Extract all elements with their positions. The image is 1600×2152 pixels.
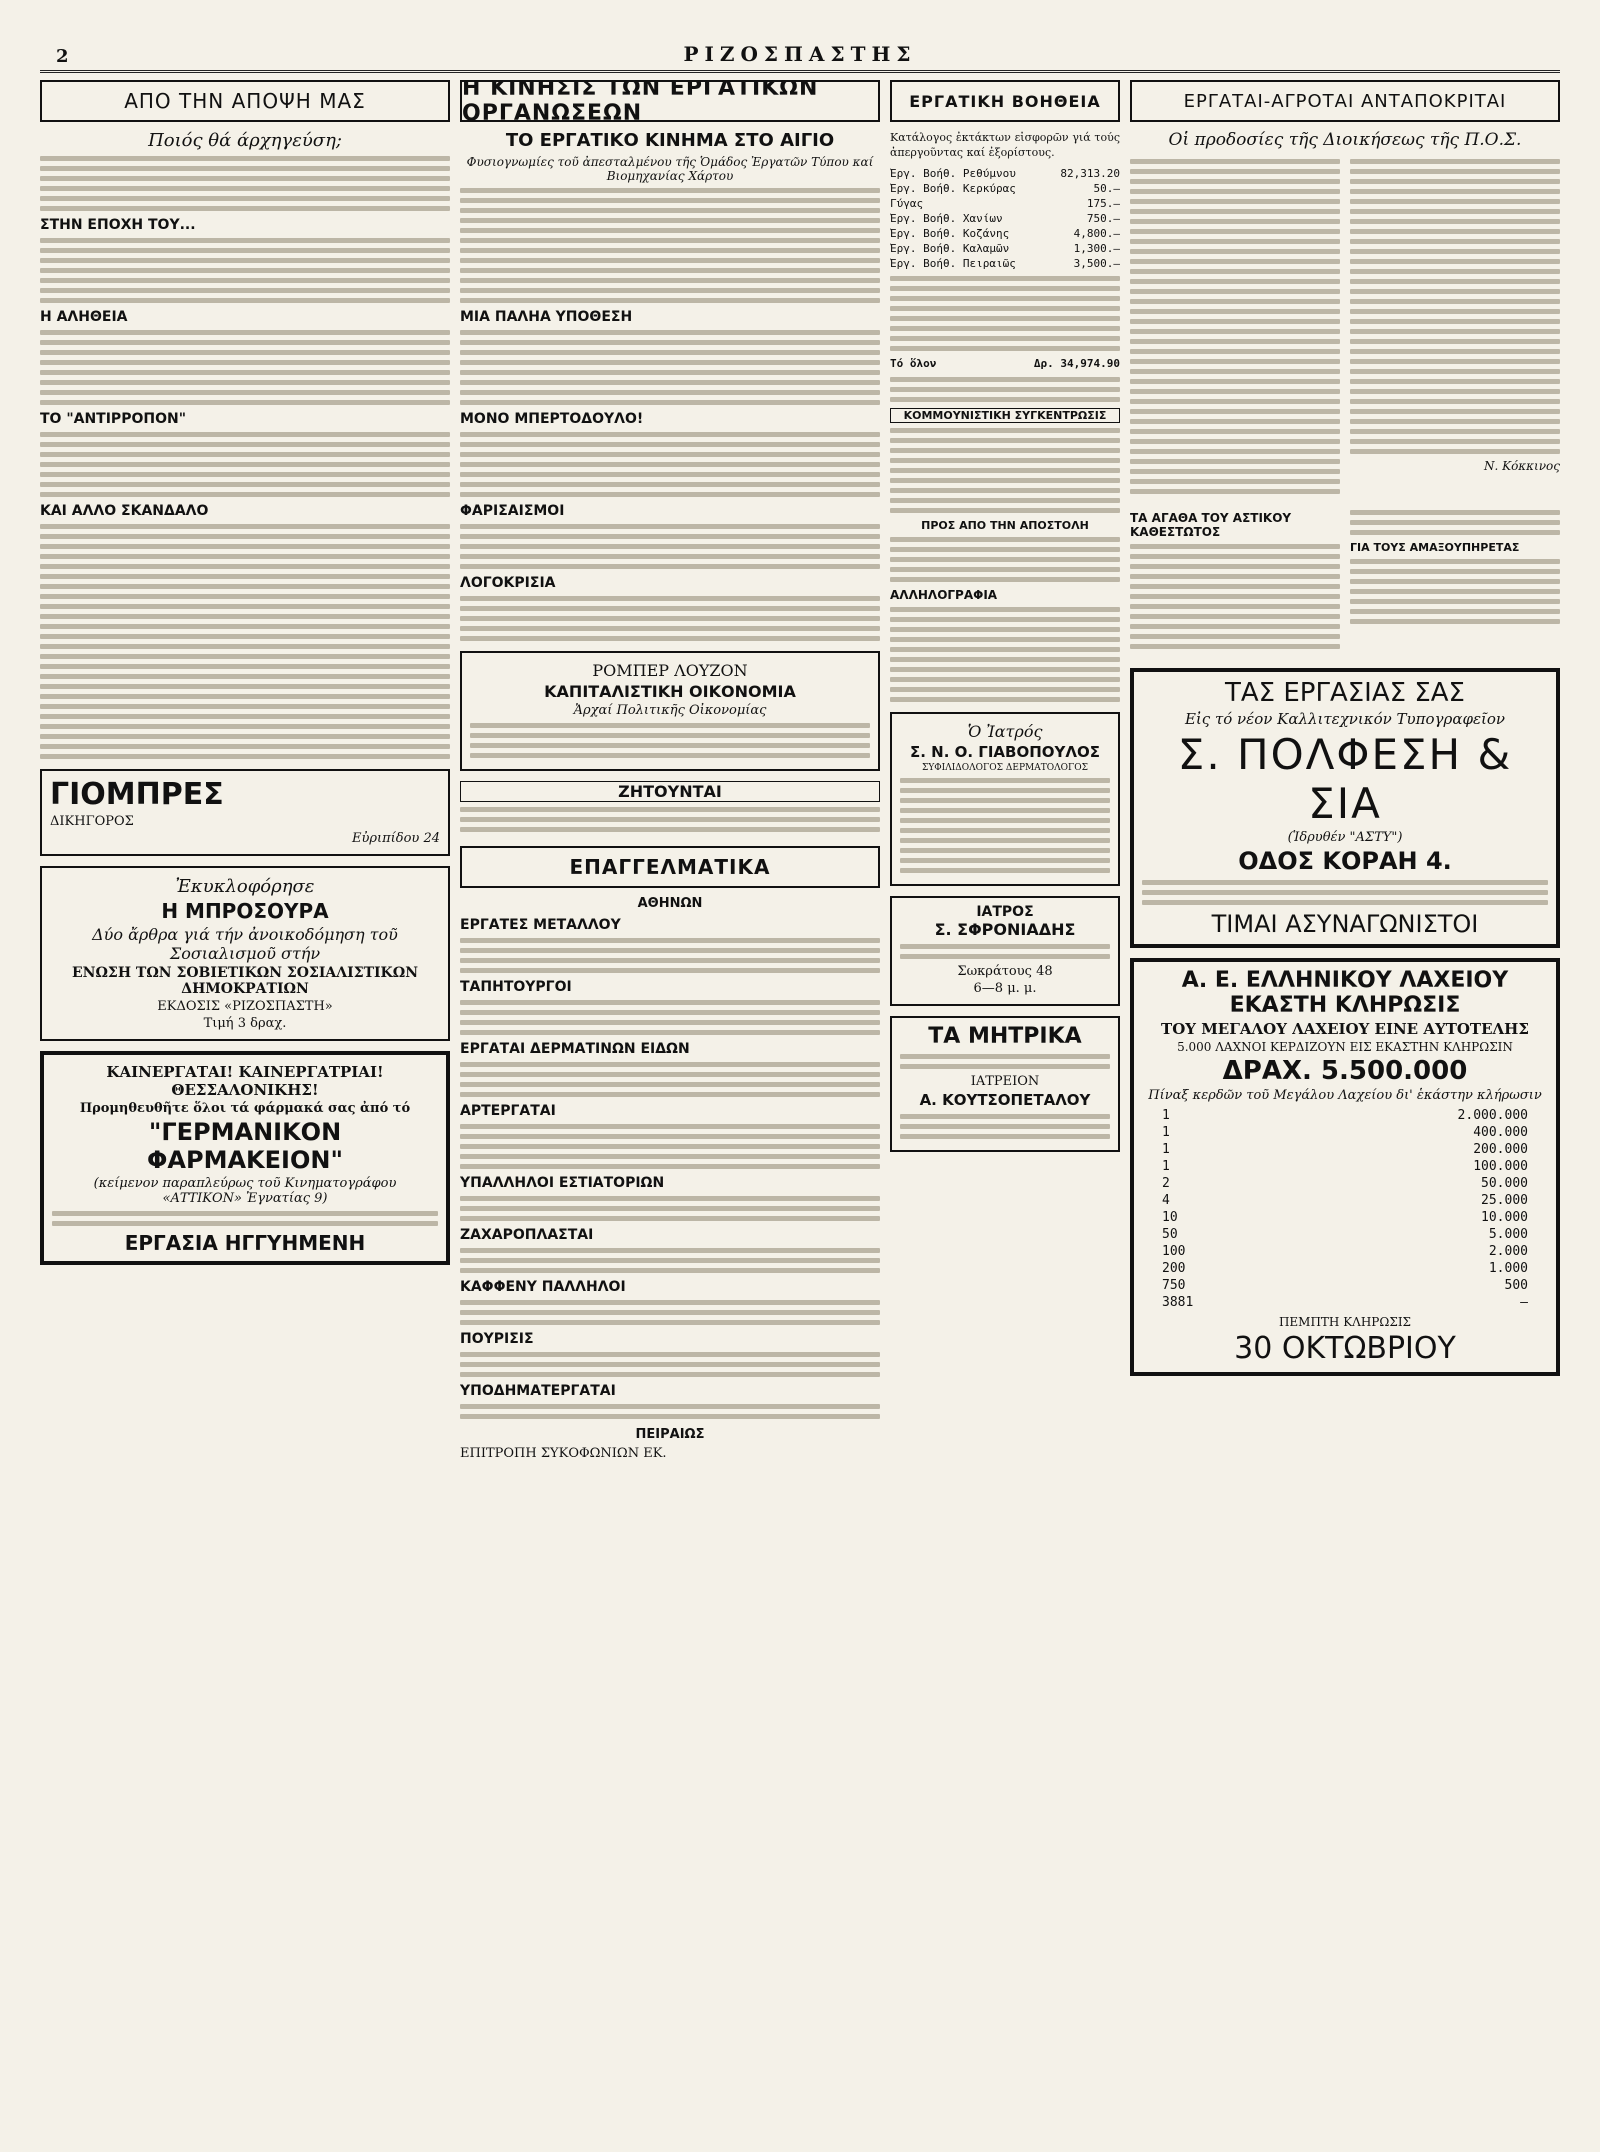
aid-amount: 82,313.20 — [1060, 167, 1120, 180]
lottery-amount: 100.000 — [1473, 1159, 1528, 1174]
aid-row — [890, 256, 1120, 271]
ad-subtitle: ΔΙΚΗΓΟΡΟΣ — [50, 814, 134, 829]
section-heading: ΑΛΛΗΛΟΓΡΑΦΙΑ — [890, 588, 998, 602]
lottery-row — [1142, 1294, 1548, 1311]
lottery-count: 3881 — [1162, 1295, 1194, 1310]
ad-title: Α. Ε. ΕΛΛΗΝΙΚΟΥ ΛΑΧΕΙΟΥ — [1181, 968, 1509, 993]
masthead — [40, 40, 1560, 73]
ad-footer: ΕΡΓΑΣΙΑ ΗΓΓΥΗΜΕΝΗ — [124, 1231, 366, 1255]
section-heading: ΤΑ ΑΓΑΘΑ ΤΟΥ ΑΣΤΙΚΟΥ ΚΑΘΕΣΤΩΤΟΣ — [1130, 511, 1292, 539]
aid-name: Ἐργ. Βοήθ. Κερκύρας — [890, 182, 1016, 195]
aid-total-value: Δρ. 34,974.90 — [1033, 357, 1120, 370]
ad-line: ΤΟΥ ΜΕΓΑΛΟΥ ΛΑΧΕΙΟΥ ΕΙΝΕ ΑΥΤΟΤΕΛΗΣ — [1161, 1020, 1529, 1038]
aid-amount: 175.— — [1086, 197, 1120, 210]
ad-price: Τιμή 3 δραχ. — [203, 1016, 287, 1031]
professional-sub: ΑΘΗΝΩΝ — [637, 896, 703, 911]
ad-line: ΣΥΦΙΛΙΔΟΛΟΓΟΣ ΔΕΡΜΑΤΟΛΟΓΟΣ — [922, 763, 1088, 773]
ad-line: Ἐκυκλοφόρησε — [175, 876, 315, 897]
ad-title: ΤΑ ΜΗΤΡΙΚΑ — [928, 1024, 1082, 1049]
lottery-row — [1142, 1192, 1548, 1209]
article-title: Ποιός θά άρχηγεύση; — [148, 130, 342, 151]
lottery-row — [1142, 1243, 1548, 1260]
aid-table — [890, 166, 1120, 371]
column-header: ΕΡΓΑΤΙΚΗ ΒΟΗΘΕΙΑ — [890, 80, 1120, 122]
ad-name: ΓΙΟΜΠΡΕΣ — [50, 777, 224, 812]
ad-amount: ΔΡΑΧ. 5.500.000 — [1222, 1056, 1468, 1086]
aid-name: Ἐργ. Βοήθ. Καλαμῶν — [890, 242, 1010, 255]
ad-line: ΕΚΔΟΣΙΣ «ΡΙΖΟΣΠΑΣΤΗ» — [157, 999, 333, 1014]
aid-intro: Κατάλογος ἐκτάκτων εἰσφορῶν γιά τούς ἀπεργοῦντας καί ἐξορίστους. — [890, 131, 1120, 159]
ad-line: Ὁ Ἰατρός — [967, 722, 1043, 741]
section-heading: Η ΑΛΗΘΕΙΑ — [40, 309, 128, 325]
section-heading: ΚΟΜΜΟΥΝΙΣΤΙΚΗ ΣΥΓΚΕΝΤΡΩΣΙΣ — [890, 408, 1120, 423]
book-title: ΚΑΠΙΤΑΛΙΣΤΙΚΗ ΟΙΚΟΝΟΜΙΑ — [544, 682, 796, 701]
paper-name: ΡΙΖΟΣΠΑΣΤΗΣ — [683, 42, 917, 66]
mitrika-ad — [890, 1016, 1120, 1152]
book-subtitle: Ἀρχαί Πολιτικῆς Οἰκονομίας — [573, 703, 767, 718]
lottery-table — [1142, 1107, 1548, 1311]
aid-amount: 4,800.— — [1073, 227, 1120, 240]
brochure-ad — [40, 866, 450, 1041]
book-ad — [460, 651, 880, 771]
aid-row — [890, 226, 1120, 241]
lottery-row — [1142, 1107, 1548, 1124]
printing-ad — [1130, 668, 1560, 948]
peiraeus-line: ΕΠΙΤΡΟΠΗ ΣΥΚΟΦΩΝΙΩΝ ΕΚ. — [460, 1446, 667, 1461]
section-heading: ΚΑΦΦΕΝΥ ΠΑΛΛΗΛΟΙ — [460, 1279, 626, 1295]
aid-name: Ἐργ. Βοήθ. Ρεθύμνου — [890, 167, 1016, 180]
lottery-count: 2 — [1162, 1176, 1170, 1191]
aid-row — [890, 166, 1120, 181]
aid-total — [890, 356, 1120, 371]
aid-name: Γύγας — [890, 197, 924, 210]
ad-company: Σ. ΠΟΛΦΕΣΗ & ΣΙΑ — [1177, 730, 1513, 828]
ad-line: ΙΑΤΡΕΙΟΝ — [970, 1074, 1040, 1089]
ad-line: ΕΚΑΣΤΗ ΚΛΗΡΩΣΙΣ — [1229, 993, 1461, 1018]
article-title: Οἱ προδοσίες τῆς Διοικήσεως τῆς Π.Ο.Σ. — [1168, 130, 1522, 150]
lottery-row — [1142, 1260, 1548, 1277]
doctor-ad — [890, 712, 1120, 886]
ad-address: ΟΔΟΣ ΚΟΡΑΗ 4. — [1238, 847, 1452, 875]
ad-line: ΠΕΜΠΤΗ ΚΛΗΡΩΣΙΣ — [1278, 1315, 1412, 1329]
pharmacy-ad — [40, 1051, 450, 1265]
aid-amount: 50.— — [1093, 182, 1120, 195]
lottery-amount: 50.000 — [1481, 1176, 1528, 1191]
lottery-count: 1 — [1162, 1125, 1170, 1140]
section-heading: ΠΟΥΡΙΣΙΣ — [460, 1331, 534, 1347]
section-heading: ΦΑΡΙΣΑΙΣΜΟΙ — [460, 503, 565, 519]
article-title: ΤΟ ΕΡΓΑΤΙΚΟ ΚΙΝΗΜΑ ΣΤΟ ΑΙΓΙΟ — [505, 130, 835, 151]
ad-address: Σωκράτους 48 — [957, 964, 1053, 979]
ad-title: "ΓΕΡΜΑΝΙΚΟΝ ΦΑΡΜΑΚΕΙΟΝ" — [147, 1118, 343, 1174]
lottery-count: 1 — [1162, 1159, 1170, 1174]
lottery-amount: 1.000 — [1488, 1261, 1528, 1276]
section-heading: ΜΟΝΟ ΜΠΕΡΤΟΔΟΥΛΟ! — [460, 411, 644, 427]
column-workers-aid — [890, 80, 1120, 2120]
section-heading: ΖΑΧΑΡΟΠΛΑΣΤΑΙ — [460, 1227, 594, 1243]
ad-line: Πίναξ κερδῶν τοῦ Μεγάλου Λαχείου δι' ἑκάστην κλήρωσιν — [1148, 1088, 1542, 1103]
ad-date: 30 ΟΚΤΩΒΡΙΟΥ — [1234, 1331, 1456, 1366]
ad-name: Α. ΚΟΥΤΣΟΠΕΤΑΛΟΥ — [919, 1091, 1091, 1109]
ad-line: ΚΑΙΝΕΡΓΑΤΑΙ! ΚΑΙΝΕΡΓΑΤΡΙΑΙ! ΘΕΣΣΑΛΟΝΙΚΗΣ! — [106, 1063, 384, 1099]
section-heading: ΜΙΑ ΠΑΛΗΑ ΥΠΟΘΕΣΗ — [460, 309, 633, 325]
ad-line: Εἰς τό νέον Καλλιτεχνικόν Τυπογραφεῖον — [1184, 710, 1506, 728]
lottery-count: 200 — [1162, 1261, 1186, 1276]
lottery-amount: 2.000.000 — [1457, 1108, 1528, 1123]
ad-name: Σ. ΣΦΡΟΝΙΑΔΗΣ — [934, 920, 1076, 939]
ad-line: (Ἱδρυθέν "ΑΣΤΥ") — [1287, 830, 1403, 845]
aid-name: Ἐργ. Βοήθ. Κοζάνης — [890, 227, 1010, 240]
wanted-heading: ΖΗΤΟΥΝΤΑΙ — [460, 781, 880, 802]
lottery-row — [1142, 1175, 1548, 1192]
lottery-count: 750 — [1162, 1278, 1186, 1293]
section-heading: ΚΑΙ ΑΛΛΟ ΣΚΑΝΔΑΛΟ — [40, 503, 209, 519]
ad-hours: 6—8 μ. μ. — [973, 981, 1037, 996]
ad-line: ΕΝΩΣΗ ΤΩΝ ΣΟΒΙΕΤΙΚΩΝ ΣΟΣΙΑΛΙΣΤΙΚΩΝ ΔΗΜΟΚΡΑΤΙΩΝ — [71, 965, 418, 997]
section-heading: ΣΤΗΝ ΕΠΟΧΗ ΤΟΥ... — [40, 217, 196, 233]
peiraeus-heading: ΠΕΙΡΑΙΩΣ — [635, 1427, 705, 1442]
lottery-amount: 10.000 — [1481, 1210, 1528, 1225]
section-heading: ΛΟΓΟΚΡΙΣΙΑ — [460, 575, 556, 591]
section-heading: ΥΠΑΛΛΗΛΟΙ ΕΣΤΙΑΤΟΡΙΩΝ — [460, 1175, 665, 1191]
book-author: ΡΟΜΠΕΡ ΛΟΥΖΟΝ — [592, 661, 748, 680]
lottery-count: 1 — [1162, 1108, 1170, 1123]
doctor-ad-2 — [890, 896, 1120, 1006]
lottery-row — [1142, 1226, 1548, 1243]
lottery-amount: 5.000 — [1488, 1227, 1528, 1242]
section-heading: ΕΡΓΑΤΑΙ ΔΕΡΜΑΤΙΝΩΝ ΕΙΔΩΝ — [460, 1041, 690, 1057]
lawyer-ad — [40, 769, 450, 856]
lottery-count: 50 — [1162, 1227, 1178, 1242]
lottery-count: 4 — [1162, 1193, 1170, 1208]
column-header: Η ΚΙΝΗΣΙΣ ΤΩΝ ΕΡΓΑΤΙΚΩΝ ΟΡΓΑΝΩΣΕΩΝ — [460, 80, 880, 122]
column-opinion — [40, 80, 450, 2120]
signature: Ν. Κόκκινος — [1483, 459, 1560, 473]
aid-row — [890, 241, 1120, 256]
aid-amount: 3,500.— — [1073, 257, 1120, 270]
professional-header: ΕΠΑΓΓΕΛΜΑΤΙΚΑ — [460, 846, 880, 888]
lottery-row — [1142, 1124, 1548, 1141]
ad-title: Η ΜΠΡΟΣΟΥΡΑ — [161, 899, 329, 923]
column-header: ΑΠΟ ΤΗΝ ΑΠΟΨΗ ΜΑΣ — [40, 80, 450, 122]
ad-line: Δύο ἄρθρα γιά τήν ἀνοικοδόμηση τοῦ Σοσιαλισμοῦ στήν — [92, 925, 398, 963]
lottery-amount: 2.000 — [1488, 1244, 1528, 1259]
ad-address: Εὐριπίδου 24 — [351, 831, 440, 846]
lottery-amount: — — [1520, 1295, 1528, 1310]
lottery-count: 1 — [1162, 1142, 1170, 1157]
aid-name: Ἐργ. Βοήθ. Πειραιῶς — [890, 257, 1016, 270]
ad-line: 5.000 ΛΑΧΝΟΙ ΚΕΡΔΙΖΟΥΝ ΕΙΣ ΕΚΑΣΤΗΝ ΚΛΗΡΩΣΙΝ — [1177, 1040, 1513, 1054]
aid-row — [890, 196, 1120, 211]
aid-amount: 1,300.— — [1073, 242, 1120, 255]
ad-title: ΙΑΤΡΟΣ — [976, 904, 1034, 920]
section-heading: ΤΑΠΗΤΟΥΡΓΟΙ — [460, 979, 572, 995]
section-heading: ΥΠΟΔΗΜΑΤΕΡΓΑΤΑΙ — [460, 1383, 616, 1399]
ad-line: (κείμενον παραπλεύρως τοῦ Κινηματογράφου «ΑΤΤΙΚΟΝ» Ἐγνατίας 9) — [93, 1176, 397, 1206]
column-labor-movement — [460, 80, 880, 2120]
lottery-amount: 500 — [1504, 1278, 1528, 1293]
lottery-ad — [1130, 958, 1560, 1376]
ad-line: Προμηθευθῆτε ὅλοι τά φάρμακά σας ἀπό τό — [79, 1101, 411, 1116]
ad-line: ΤΑΣ ΕΡΓΑΣΙΑΣ ΣΑΣ — [1225, 678, 1465, 708]
aid-name: Ἐργ. Βοήθ. Χανίων — [890, 212, 1003, 225]
lottery-row — [1142, 1158, 1548, 1175]
lottery-row — [1142, 1141, 1548, 1158]
lottery-row — [1142, 1277, 1548, 1294]
lottery-row — [1142, 1209, 1548, 1226]
page-number: 2 — [56, 46, 69, 67]
lottery-count: 10 — [1162, 1210, 1178, 1225]
lottery-amount: 400.000 — [1473, 1125, 1528, 1140]
ad-price: ΤΙΜΑΙ ΑΣΥΝΑΓΩΝΙΣΤΟΙ — [1211, 910, 1479, 938]
column-correspondents — [1130, 80, 1560, 2120]
lottery-amount: 200.000 — [1473, 1142, 1528, 1157]
aid-row — [890, 211, 1120, 226]
lottery-count: 100 — [1162, 1244, 1186, 1259]
section-heading: ΕΡΓΑΤΕΣ ΜΕΤΑΛΛΟΥ — [460, 917, 621, 933]
section-heading: ΤΟ "ΑΝΤΙΡΡΟΠΟΝ" — [40, 411, 186, 427]
section-heading: ΑΡΤΕΡΓΑΤΑΙ — [460, 1103, 556, 1119]
section-heading: ΠΡΟΣ ΑΠΟ ΤΗΝ ΑΠΟΣΤΟΛΗ — [921, 519, 1089, 532]
aid-amount: 750.— — [1086, 212, 1120, 225]
aid-total-label: Τό ὅλον — [890, 357, 937, 370]
ad-title: Σ. Ν. Ο. ΓΙΑΒΟΠΟΥΛΟΣ — [909, 743, 1101, 761]
section-heading: ΓΙΑ ΤΟΥΣ ΑΜΑΞΟΥΠΗΡΕΤΑΣ — [1350, 541, 1520, 554]
article-subtitle: Φυσιογνωμίες τοῦ ἀπεσταλμένου τῆς Ὁμάδος Ἐργατῶν Τύπου καί Βιομηχανίας Χάρτου — [466, 155, 874, 183]
lottery-amount: 25.000 — [1481, 1193, 1528, 1208]
aid-row — [890, 181, 1120, 196]
column-header: ΕΡΓΑΤΑΙ-ΑΓΡΟΤΑΙ ΑΝΤΑΠΟΚΡΙΤΑΙ — [1130, 80, 1560, 122]
